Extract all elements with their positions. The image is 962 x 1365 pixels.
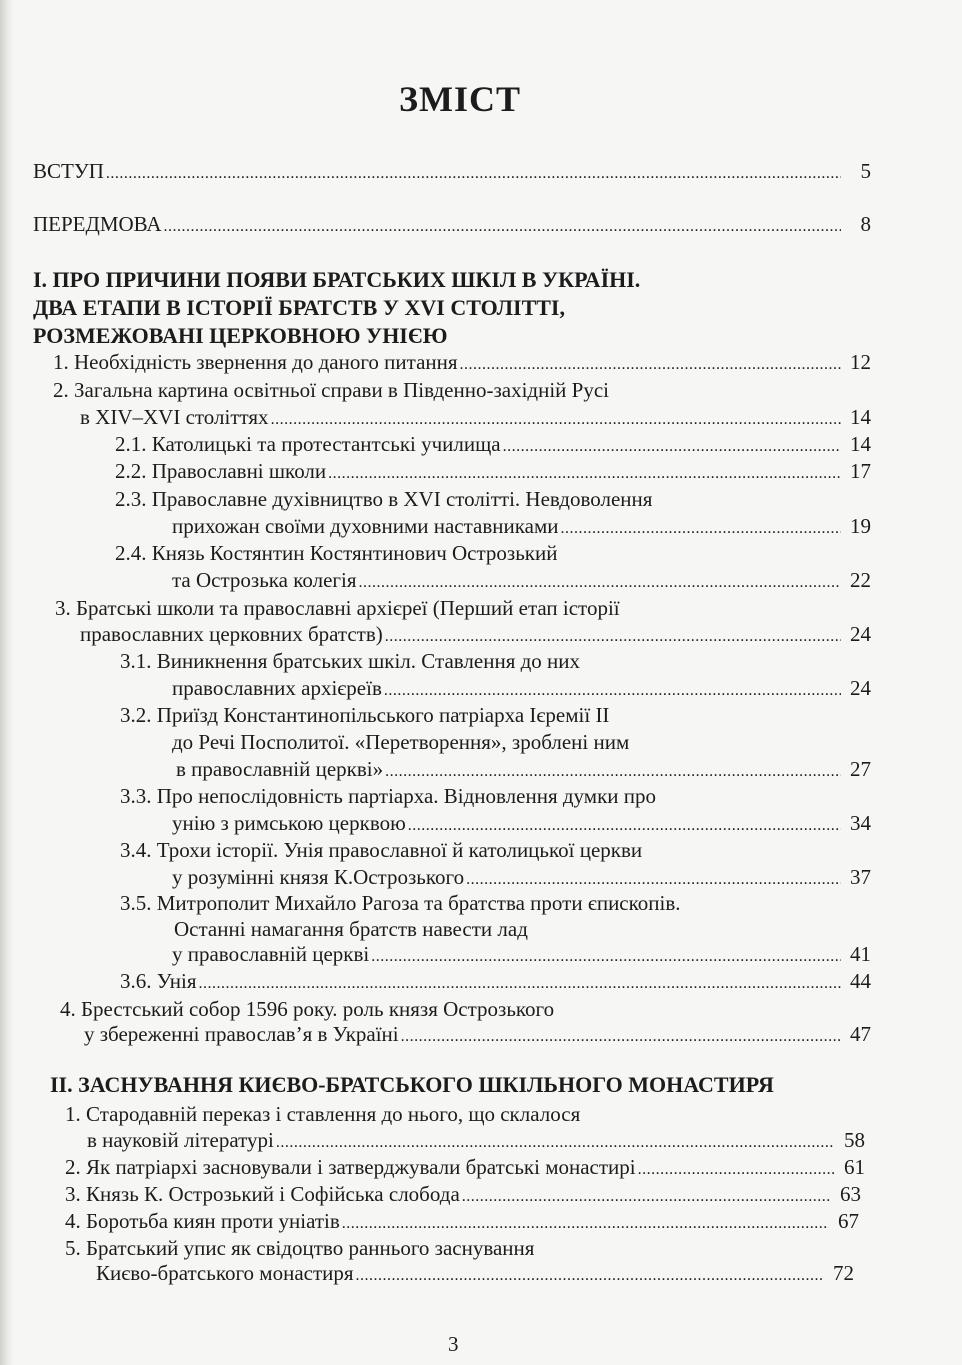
toc-entry-label: у збереженні православ’я в Україні <box>84 1022 399 1046</box>
toc-page-number: 27 <box>850 757 871 781</box>
leader-dots <box>271 407 841 433</box>
toc-entry-4-line1: 4. Брестський собор 1596 року. роль князя Острозького <box>60 997 555 1021</box>
part2-heading: ІІ. ЗАСНУВАННЯ КИЄВО-БРАТСЬКОГО ШКІЛЬНОГО МОНАСТИРЯ <box>50 1072 774 1097</box>
toc-entry-2[interactable] <box>80 404 871 433</box>
toc-entry-label: 2. Як патріархі засновували і затверджували братські монастирі <box>65 1155 636 1179</box>
page-title: ЗМІСТ <box>399 79 521 119</box>
toc-entry-3-5[interactable] <box>172 941 871 970</box>
toc-entry-2-4[interactable] <box>172 567 871 596</box>
leader-dots <box>371 944 841 970</box>
toc-entry-3-3-line1: 3.3. Про непослідовність партіарха. Відновлення думки про <box>120 784 656 808</box>
part1-heading-line2: ДВА ЕТАПИ В ІСТОРІЇ БРАТСТВ У XVI СТОЛІТТІ, <box>33 295 565 320</box>
toc-page-number: 67 <box>838 1209 859 1233</box>
toc-entry-3-4[interactable] <box>172 864 871 893</box>
toc-entry-3-2[interactable] <box>176 756 871 785</box>
toc-page-number: 37 <box>850 865 871 889</box>
toc-entry-2-3[interactable] <box>172 513 871 542</box>
toc-page-number: 34 <box>850 811 871 835</box>
toc-page-number: 24 <box>850 676 871 700</box>
toc-entry-3-3[interactable] <box>172 810 871 839</box>
leader-dots <box>503 434 841 460</box>
toc-page-number: 14 <box>850 432 871 456</box>
leader-dots <box>356 1263 824 1289</box>
toc-entry-label: у розумінні князя К.Острозького <box>172 865 465 889</box>
toc-page-number: 47 <box>850 1022 871 1046</box>
leader-dots <box>460 352 841 378</box>
toc-entry-ii-1[interactable] <box>87 1127 865 1156</box>
toc-entry-label: в православній церкві» <box>176 757 384 781</box>
toc-entry-label: унію з римською церквою <box>172 811 406 835</box>
toc-entry-label: у православній церкві <box>172 942 370 966</box>
toc-entry-2-3-line1: 2.3. Православне духівництво в XVI столітті. Невдоволення <box>115 487 653 511</box>
toc-page-number: 63 <box>840 1182 861 1206</box>
toc-entry-3-line1: 3. Братські школи та православні архієреї (Перший етап історії <box>55 596 620 620</box>
toc-entry-label: в науковій літературі <box>87 1128 274 1152</box>
toc-entry-peredmova[interactable] <box>33 211 871 240</box>
toc-entry-4[interactable] <box>84 1021 871 1050</box>
toc-entry-label: та Острозька колегія <box>172 568 357 592</box>
toc-page-number: 72 <box>833 1261 854 1285</box>
toc-entry-3-1-line1: 3.1. Виникнення братських шкіл. Ставлення до них <box>120 649 581 673</box>
toc-entry-3-4-line1: 3.4. Трохи історії. Унія православної й католицької церкви <box>120 838 643 862</box>
leader-dots <box>561 516 842 542</box>
toc-entry-label: 2.2. Православні школи <box>115 459 327 483</box>
toc-entry-ii-1-line1: 1. Стародавній переказ і ставлення до нього, що склалося <box>65 1102 581 1126</box>
toc-entry-3-5-line1: 3.5. Митрополит Михайло Рагоза та братства проти єпископів. <box>120 891 681 915</box>
leader-dots <box>401 1024 841 1050</box>
page-number: 3 <box>448 1332 459 1356</box>
toc-entry-2-line1: 2. Загальна картина освітньої справи в Південно-західній Русі <box>53 378 609 402</box>
leader-dots <box>328 461 841 487</box>
toc-entry-label: ПЕРЕДМОВА <box>33 212 162 236</box>
leader-dots <box>385 624 841 650</box>
toc-entry-1[interactable] <box>53 349 871 378</box>
toc-entry-label: прихожан своїми духовними наставниками <box>172 514 559 538</box>
toc-entry-label: ВСТУП <box>33 159 104 183</box>
toc-page-number: 19 <box>850 514 871 538</box>
toc-entry-label: 4. Боротьба киян проти уніатів <box>65 1209 340 1233</box>
part1-heading-line3: РОЗМЕЖОВАНІ ЦЕРКОВНОЮ УНІЄЮ <box>33 323 448 348</box>
toc-page-number: 24 <box>850 622 871 646</box>
toc-page-number: 41 <box>850 942 871 966</box>
toc-entry-label: православних архієреїв <box>172 676 382 700</box>
toc-page-number: 22 <box>850 568 871 592</box>
toc-entry-ii-5[interactable] <box>96 1260 854 1289</box>
leader-dots <box>359 570 841 596</box>
toc-entry-3-5-line2: Останні намагання братств навести лад <box>174 917 528 941</box>
toc-entry-2-2[interactable] <box>115 458 871 487</box>
toc-entry-ii-2[interactable] <box>65 1154 865 1183</box>
toc-entry-2-1[interactable] <box>115 431 871 460</box>
toc-page-number: 17 <box>850 459 871 483</box>
leader-dots <box>462 1184 831 1210</box>
toc-entry-2-4-line1: 2.4. Князь Костянтин Костянтинович Острозький <box>115 541 558 565</box>
toc-entry-label: 1. Необхідність звернення до даного питання <box>53 350 458 374</box>
leader-dots <box>199 971 841 997</box>
toc-entry-label: 2.1. Католицькі та протестантські училища <box>115 432 501 456</box>
toc-entry-label: 3.6. Унія <box>120 969 197 993</box>
toc-entry-ii-4[interactable] <box>65 1208 859 1237</box>
leader-dots <box>384 678 841 704</box>
toc-page-number: 8 <box>860 212 871 236</box>
toc-entry-label: Києво-братського монастиря <box>96 1261 354 1285</box>
toc-entry-3-2-line1: 3.2. Приїзд Константинопільського патріарха Ієремії ІІ <box>120 703 610 727</box>
toc-entry-label: в XIV–XVI століттях <box>80 405 269 429</box>
leader-dots <box>408 813 841 839</box>
toc-entry-vstup[interactable] <box>33 158 871 187</box>
leader-dots <box>164 214 841 240</box>
leader-dots <box>276 1130 835 1156</box>
toc-page-number: 14 <box>850 405 871 429</box>
toc-page-number: 61 <box>844 1155 865 1179</box>
leader-dots <box>342 1211 829 1237</box>
toc-entry-ii-3[interactable] <box>65 1181 861 1210</box>
page-spine-shadow <box>0 0 14 1365</box>
part1-heading-line1: І. ПРО ПРИЧИНИ ПОЯВИ БРАТСЬКИХ ШКІЛ В УКРАЇНІ. <box>33 267 641 292</box>
toc-page-number: 58 <box>844 1128 865 1152</box>
toc-page-number: 12 <box>850 350 871 374</box>
toc-entry-label: православних церковних братств) <box>80 622 383 646</box>
leader-dots <box>638 1157 835 1183</box>
toc-entry-ii-5-line1: 5. Братський упис як свідоцтво раннього заснування <box>65 1236 535 1260</box>
leader-dots <box>385 759 841 785</box>
toc-entry-label: 3. Князь К. Острозький і Софійська слобода <box>65 1182 460 1206</box>
toc-entry-3[interactable] <box>80 621 871 650</box>
toc-entry-3-6[interactable] <box>120 968 871 997</box>
toc-entry-3-1[interactable] <box>172 675 871 704</box>
toc-entry-3-2-line2: до Речі Посполитої. «Перетворення», зроблені ним <box>172 730 630 754</box>
toc-page-number: 5 <box>860 159 871 183</box>
leader-dots <box>106 161 841 187</box>
toc-page-number: 44 <box>850 969 871 993</box>
